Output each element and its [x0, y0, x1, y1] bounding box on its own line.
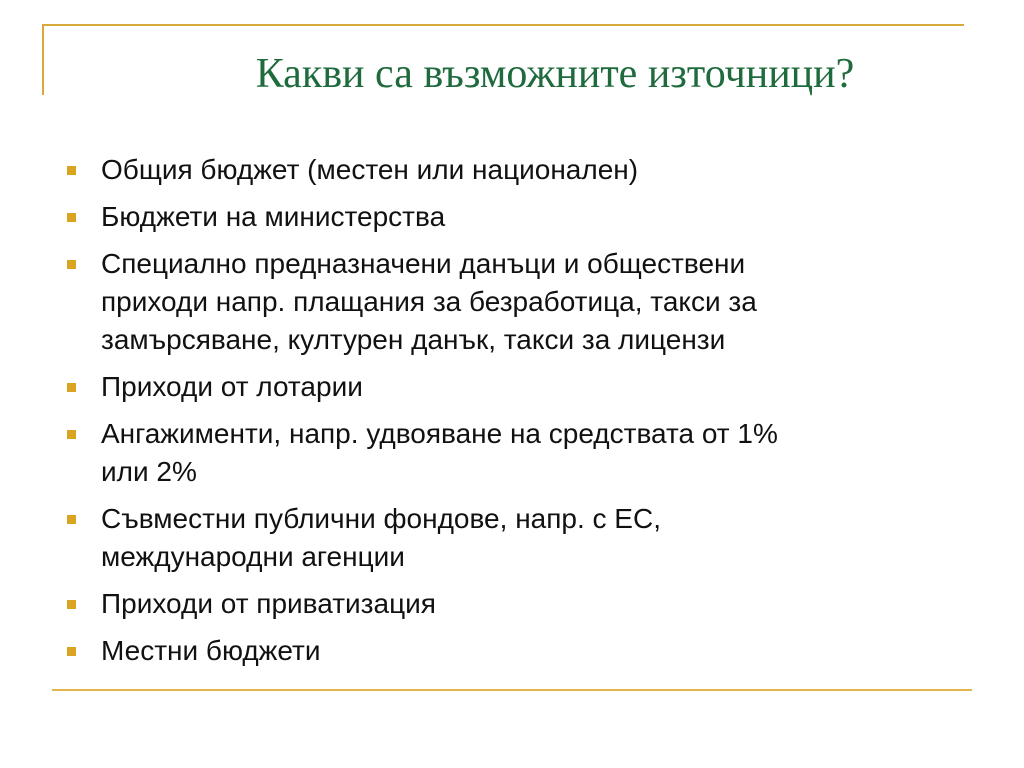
list-item-text-line: приходи напр. плащания за безработица, такси за [101, 286, 757, 317]
list-item [63, 198, 973, 236]
square-bullet-icon [67, 515, 76, 524]
square-bullet-icon [67, 166, 76, 175]
list-item-text-line: замърсяване, културен данък, такси за лицензи [101, 324, 726, 355]
slide-title: Какви са възможните източници? [255, 51, 855, 97]
square-bullet-icon [67, 260, 76, 269]
list-item [63, 368, 973, 406]
square-bullet-icon [67, 383, 76, 392]
list-item-text-line: Специално предназначени данъци и обществени [101, 248, 746, 279]
list-item [63, 500, 973, 576]
list-item [63, 415, 973, 491]
list-item-text-line: Приходи от лотарии [101, 371, 363, 402]
list-item-text-line: Приходи от приватизация [101, 588, 436, 619]
list-item [63, 151, 973, 189]
list-item-text-line: или 2% [101, 456, 197, 487]
list-item [63, 585, 973, 623]
top-frame-line [42, 24, 964, 26]
list-item-text-line: Бюджети на министерства [101, 201, 446, 232]
square-bullet-icon [67, 430, 76, 439]
square-bullet-icon [67, 600, 76, 609]
list-item-text-line: Съвместни публични фондове, напр. с ЕС, [101, 503, 661, 534]
list-item-text-line: Ангажименти, напр. удвояване на средствата от 1% [101, 418, 778, 449]
square-bullet-icon [67, 213, 76, 222]
list-item-text-line: Местни бюджети [101, 635, 321, 666]
list-item [63, 632, 973, 670]
list-item [63, 245, 973, 359]
list-item-text-line: международни агенции [101, 541, 405, 572]
bullet-list [63, 151, 973, 679]
list-item-text-line: Общия бюджет (местен или национален) [101, 154, 639, 185]
square-bullet-icon [67, 647, 76, 656]
left-frame-line [42, 24, 44, 95]
bottom-divider-line [52, 689, 972, 691]
